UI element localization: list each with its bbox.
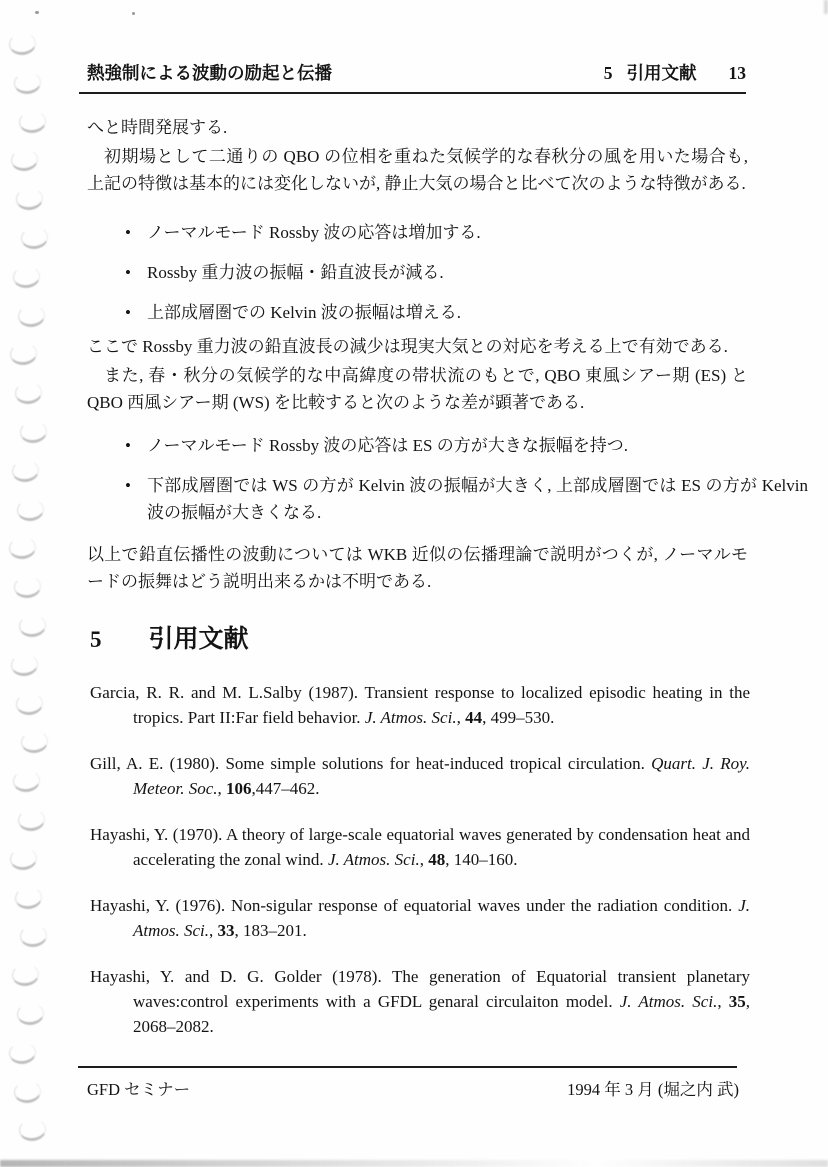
bullet-item: • ノーマルモード Rossby 波の応答は増加する. <box>147 219 808 246</box>
reference-entry: Hayashi, Y. and D. G. Golder (1978). The generation of Equatorial transient planetary waves:control experiments with a GFDL genaral circulaiton model. J. Atmos. Sci., 35, 2068–2082. <box>90 967 750 1036</box>
binding-hole-shadow <box>18 109 47 134</box>
paragraph: ここで Rossby 重力波の鉛直波長の減少は現実大気との対応を考える上で有効である. <box>87 337 728 356</box>
binding-hole-shadow <box>12 264 41 289</box>
running-head-right <box>604 60 746 85</box>
running-head <box>87 60 746 85</box>
binding-hole-shadow <box>8 32 37 57</box>
footer-rule <box>78 1066 737 1068</box>
binding-hole-shadow <box>18 614 47 639</box>
bullet-item: • 上部成層圏での Kelvin 波の振幅は増える. <box>147 299 808 326</box>
scan-bottom-shadow <box>0 1160 828 1167</box>
binding-hole-shadow <box>9 342 38 367</box>
bullet-list-static-atmosphere <box>87 219 808 339</box>
section-number: 5 <box>90 627 102 652</box>
bullet-item: • 下部成層圏では WS の方が Kelvin 波の振幅が大きく, 上部成層圏では ES の方が Kelvin 波の振幅が大きくなる. <box>147 472 808 526</box>
reference-entry: Hayashi, Y. (1970). A theory of large-scale equatorial waves generated by condensation heat and accelerating the zonal wind. J. Atmos. Sci., 48, 140–160. <box>90 825 750 869</box>
binding-hole-shadow <box>19 924 48 949</box>
binding-hole-shadow <box>17 303 46 328</box>
reference-entry: Garcia, R. R. and M. L.Salby (1987). Transient response to localized episodic heating in the tropics. Part II:Far field behavior. J. Atmos. Sci., 44, 499–530. <box>90 683 750 727</box>
binding-hole-shadow <box>17 808 46 833</box>
running-head-section-number: 5 <box>603 63 613 83</box>
binding-hole-shadow <box>18 1118 47 1143</box>
binding-hole-shadow <box>9 846 38 871</box>
binding-hole-shadow <box>13 1079 42 1104</box>
scan-edge-mark <box>824 0 828 14</box>
paragraph: また, 春・秋分の気候学的な中高緯度の帯状流のもとで, QBO 東風シアー期 (ES) と QBO 西風シアー期 (WS) を比較すると次のような差が顕著である. <box>87 366 748 412</box>
binding-hole-shadow <box>8 536 37 561</box>
scan-speck <box>132 12 135 15</box>
binding-hole-shadow <box>15 691 44 716</box>
paragraph: 初期場として二通りの QBO の位相を重ねた気候学的な春秋分の風を用いた場合も, 上記の特徴は基本的には変化しないが, 静止大気の場合と比べて次のような特徴がある. <box>87 147 748 193</box>
binding-hole-shadow <box>20 226 49 251</box>
bullet-item: • ノーマルモード Rossby 波の応答は ES の方が大きな振幅を持つ. <box>147 432 808 459</box>
section-heading <box>90 619 248 655</box>
binding-hole-shadow <box>11 963 40 988</box>
footer <box>87 1076 739 1100</box>
bullet-list-es-ws-comparison <box>87 432 808 539</box>
binding-hole-shadow <box>14 885 43 910</box>
reference-entry: Gill, A. E. (1980). Some simple solutions for heat-induced tropical circulation. Quart. J. Roy. Meteor. Soc., 106,447–462. <box>90 754 751 798</box>
reference-entry: Hayashi, Y. (1976). Non-sigular response of equatorial waves under the radiation condition. J. Atmos. Sci., 33, 183–201. <box>90 896 750 940</box>
binding-hole-shadow <box>20 730 49 755</box>
binding-hole-shadow <box>10 148 39 173</box>
bullet-item: • Rossby 重力波の振幅・鉛直波長が減る. <box>147 259 808 286</box>
binding-hole-shadow <box>12 769 41 794</box>
binding-hole-shadow <box>19 420 48 445</box>
binding-hole-shadow <box>16 497 45 522</box>
binding-hole-shadow <box>13 575 42 600</box>
paragraph: へと時間発展する. <box>87 118 228 137</box>
reference-list <box>90 680 750 1039</box>
header-rule <box>79 92 746 94</box>
running-head-title: 熱強制による波動の励起と伝播 <box>87 63 332 83</box>
scan-speck <box>35 11 39 14</box>
binding-hole-shadow <box>15 187 44 212</box>
section-title: 引用文献 <box>148 625 249 653</box>
binding-hole-shadow <box>16 1002 45 1027</box>
binding-hole-shadow <box>10 652 39 677</box>
footer-date-author: 1994 年 3 月 (堀之内 武) <box>567 1080 739 1099</box>
binding-hole-shadow <box>13 70 42 95</box>
binding-hole-shadow <box>8 1040 37 1065</box>
binding-hole-shadow <box>11 458 40 483</box>
paragraph: 以上で鉛直伝播性の波動については WKB 近似の伝播理論で説明がつくが, ノーマルモードの振舞はどう説明出来るかは不明である. <box>87 545 748 591</box>
footer-seminar-label: GFD セミナー <box>87 1080 191 1099</box>
binding-hole-shadow <box>14 381 43 406</box>
running-head-section-title: 引用文献 <box>626 63 697 83</box>
page-number: 13 <box>728 63 746 83</box>
